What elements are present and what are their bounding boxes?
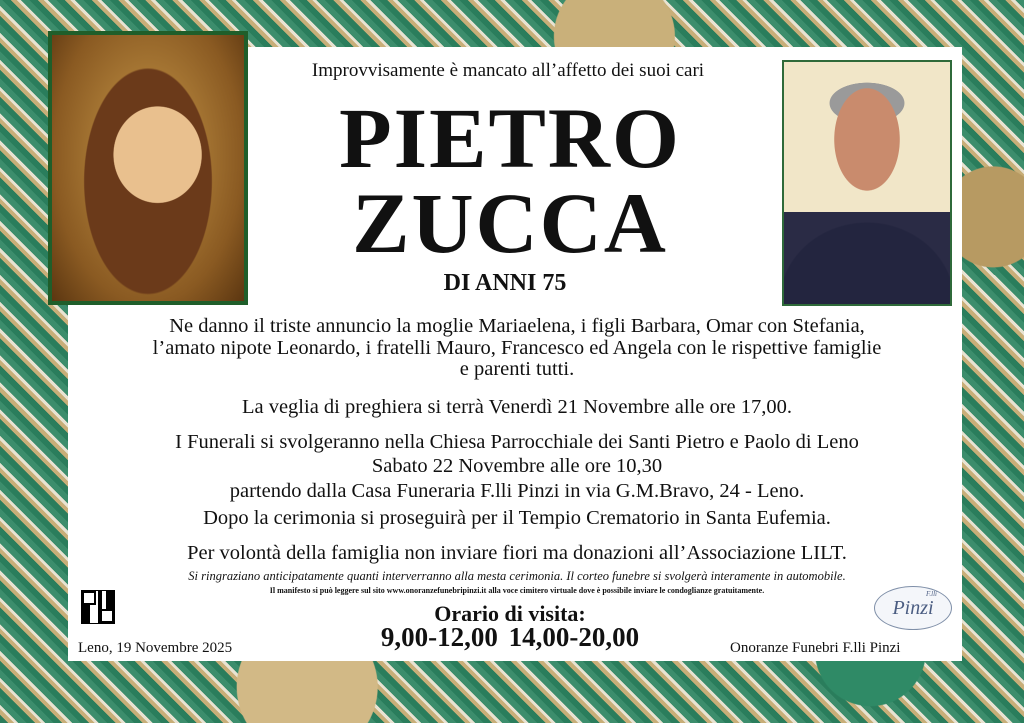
logo-big-text: Pinzi	[892, 596, 934, 619]
agency-logo	[874, 586, 952, 630]
announcement-text	[70, 316, 964, 381]
thanks-text: Si ringraziano anticipatamente quanti interverranno alla mesta cerimonia. Il corteo funebre si svolgerà interamente in automobile.	[188, 569, 846, 583]
place-date: Leno, 19 Novembre 2025	[78, 640, 233, 656]
website-notice: Il manifesto si può leggere sul sito www.onoranzefunebripinzi.it alla voce cimitero virtuale dove è possibile inviare le condoglianze gratuitamente.	[269, 586, 765, 595]
announcement-line-3: e parenti tutti.	[459, 358, 575, 381]
logo-small-text: F.lli	[926, 590, 937, 598]
funeral-line-2: Sabato 22 Novembre alle ore 10,30	[371, 455, 663, 477]
intro-text: Improvvisamente è mancato all’affetto dei suoi cari	[311, 60, 705, 81]
funeral-line-3: partendo dalla Casa Funeraria F.lli Pinzi in via G.M.Bravo, 24 - Leno.	[229, 480, 805, 502]
visiting-hours-title: Orario di visita:	[434, 601, 586, 626]
religious-image	[48, 31, 248, 305]
agency-name: Onoranze Funebri F.lli Pinzi	[730, 640, 901, 656]
last-name: ZUCCA	[352, 175, 668, 271]
deceased-photo	[782, 60, 952, 306]
announcement-line-1: Ne danno il triste annuncio la moglie Mariaelena, i figli Barbara, Omar con Stefania,	[169, 315, 865, 337]
cremation-text: Dopo la cerimonia si proseguirà per il Tempio Crematorio in Santa Eufemia.	[203, 507, 831, 529]
announcement-line-2: l’amato nipote Leonardo, i fratelli Mauro, Francesco ed Angela con le rispettive famiglie	[152, 336, 882, 359]
age-text: DI ANNI 75	[443, 270, 567, 296]
first-name: PIETRO	[339, 90, 681, 186]
deceased-photo-shirt	[784, 199, 950, 304]
funeral-line-1: I Funerali si svolgeranno nella Chiesa Parrocchiale dei Santi Pietro e Paolo di Leno	[175, 431, 859, 453]
donation-text: Per volontà della famiglia non inviare fiori ma donazioni all’Associazione LILT.	[187, 542, 847, 564]
vigil-text: La veglia di preghiera si terrà Venerdì 21 Novembre alle ore 17,00.	[241, 396, 793, 418]
visiting-hours: 9,00-12,00 14,00-20,00	[380, 622, 640, 652]
qr-code-icon[interactable]	[82, 591, 114, 623]
